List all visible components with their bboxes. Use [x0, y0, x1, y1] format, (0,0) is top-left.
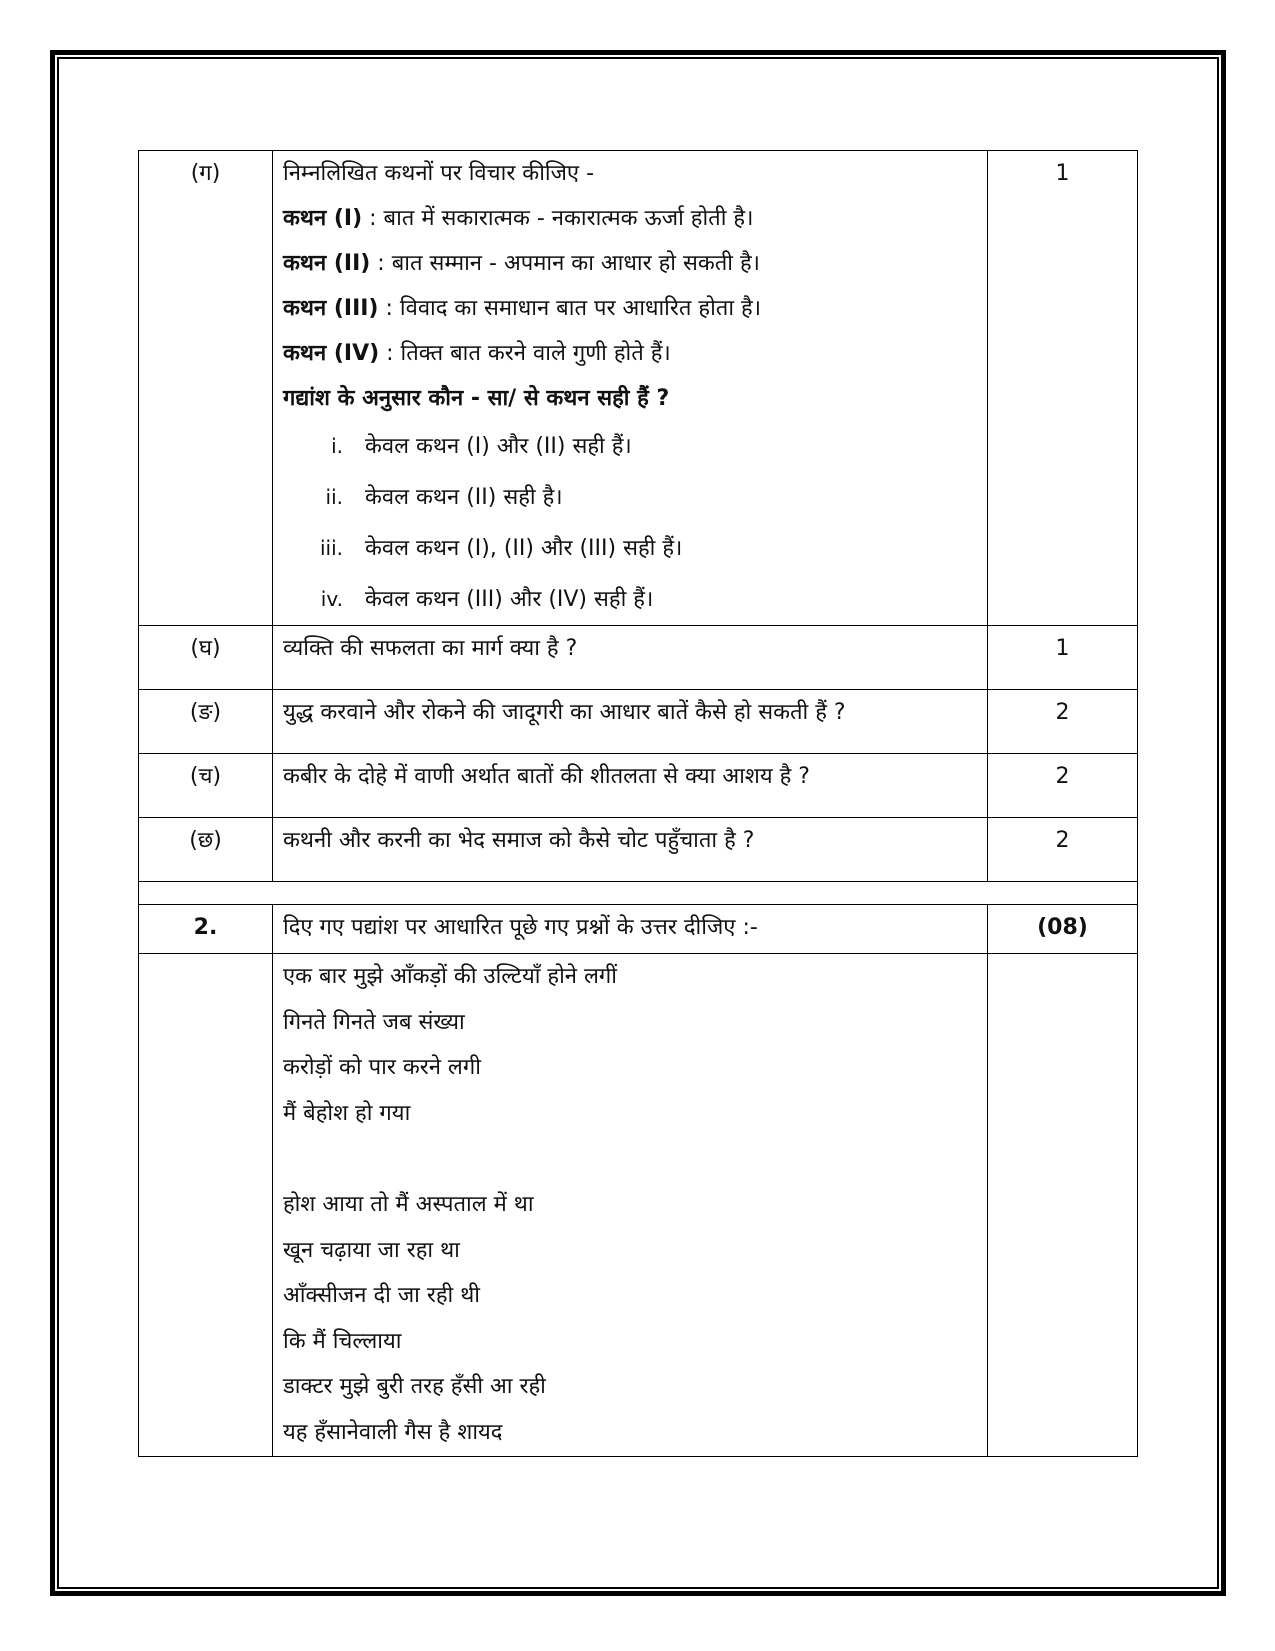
option-number: ii. [325, 485, 343, 509]
statement-text: : विवाद का समाधान बात पर आधारित होता है। [378, 296, 762, 321]
statement-3 [283, 286, 981, 331]
question-row-chh [139, 818, 1138, 882]
option-4 [283, 574, 981, 625]
question-prompt: गद्यांश के अनुसार कौन - सा/ से कथन सही हैं ? [283, 386, 670, 411]
spacer-row [139, 882, 1138, 905]
question-instruction: दिए गए पद्यांश पर आधारित पूछे गए प्रश्नों के उत्तर दीजिए :- [273, 905, 988, 954]
statement-label: कथन (I) [283, 206, 363, 231]
question-text [273, 151, 988, 626]
empty-marks-cell [988, 954, 1138, 1457]
question-marks: (08) [988, 905, 1138, 954]
question-number: (च) [139, 754, 273, 818]
poem-line: मैं बेहोश हो गया [283, 1100, 411, 1126]
poem-line: गिनते गिनते जब संख्या [283, 1009, 465, 1035]
statement-label: कथन (II) [283, 251, 371, 276]
question-marks: 1 [988, 626, 1138, 690]
poem-row [139, 954, 1138, 1457]
question-number: (ग) [139, 151, 273, 626]
statement-text: : बात सम्मान - अपमान का आधार हो सकती है। [370, 251, 760, 276]
question-text: व्यक्ति की सफलता का मार्ग क्या है ? [273, 626, 988, 690]
poem-line: खून चढ़ाया जा रहा था [283, 1237, 460, 1263]
statement-text: : बात में सकारात्मक - नकारात्मक ऊर्जा होती है। [362, 206, 754, 231]
empty-number-cell [139, 954, 273, 1457]
statement-text: : तिक्त बात करने वाले गुणी होते हैं। [379, 341, 671, 366]
question-marks: 1 [988, 151, 1138, 626]
poem-line: डाक्टर मुझे बुरी तरह हँसी आ रही [283, 1374, 546, 1400]
poem-line [283, 1136, 981, 1182]
poem-line: कि मैं चिल्लाया [283, 1328, 402, 1354]
option-number: iii. [319, 536, 343, 560]
question-intro: निम्नलिखित कथनों पर विचार कीजिए - [283, 161, 595, 186]
option-text: केवल कथन (I), (II) और (III) सही हैं। [365, 536, 683, 561]
statement-2 [283, 241, 981, 286]
question-text: कथनी और करनी का भेद समाज को कैसे चोट पहुँचाता है ? [273, 818, 988, 882]
question-text: कबीर के दोहे में वाणी अर्थात बातों की शीतलता से क्या आशय है ? [273, 754, 988, 818]
option-text: केवल कथन (III) और (IV) सही हैं। [365, 587, 654, 612]
question-marks: 2 [988, 690, 1138, 754]
statement-1 [283, 196, 981, 241]
question-number: 2. [139, 905, 273, 954]
option-1 [283, 421, 981, 472]
question-table [138, 150, 1138, 1457]
poem-line: आँक्सीजन दी जा रही थी [283, 1283, 480, 1309]
spacer-cell [139, 882, 1138, 905]
question-row-ch [139, 754, 1138, 818]
question-marks: 2 [988, 754, 1138, 818]
poem-line: यह हँसानेवाली गैस है शायद [283, 1419, 503, 1445]
poem-line: करोड़ों को पार करने लगी [283, 1055, 481, 1081]
question-row-g [139, 151, 1138, 626]
question-2-header [139, 905, 1138, 954]
question-number: (छ) [139, 818, 273, 882]
poem-line: होश आया तो मैं अस्पताल में था [283, 1191, 534, 1217]
question-text: युद्ध करवाने और रोकने की जादूगरी का आधार बातें कैसे हो सकती हैं ? [273, 690, 988, 754]
poem-text [273, 954, 988, 1457]
option-number: iv. [320, 587, 343, 611]
poem-line: एक बार मुझे आँकड़ों की उल्टियाँ होने लगीं [283, 964, 617, 989]
option-number: i. [331, 434, 343, 458]
option-2 [283, 472, 981, 523]
option-text: केवल कथन (II) सही है। [365, 485, 563, 510]
question-row-ng [139, 690, 1138, 754]
statement-label: कथन (III) [283, 296, 379, 321]
option-3 [283, 523, 981, 574]
question-marks: 2 [988, 818, 1138, 882]
statement-4 [283, 331, 981, 376]
question-number: (ङ) [139, 690, 273, 754]
option-text: केवल कथन (I) और (II) सही हैं। [365, 434, 632, 459]
question-number: (घ) [139, 626, 273, 690]
statement-label: कथन (IV) [283, 341, 380, 366]
question-row-gh [139, 626, 1138, 690]
